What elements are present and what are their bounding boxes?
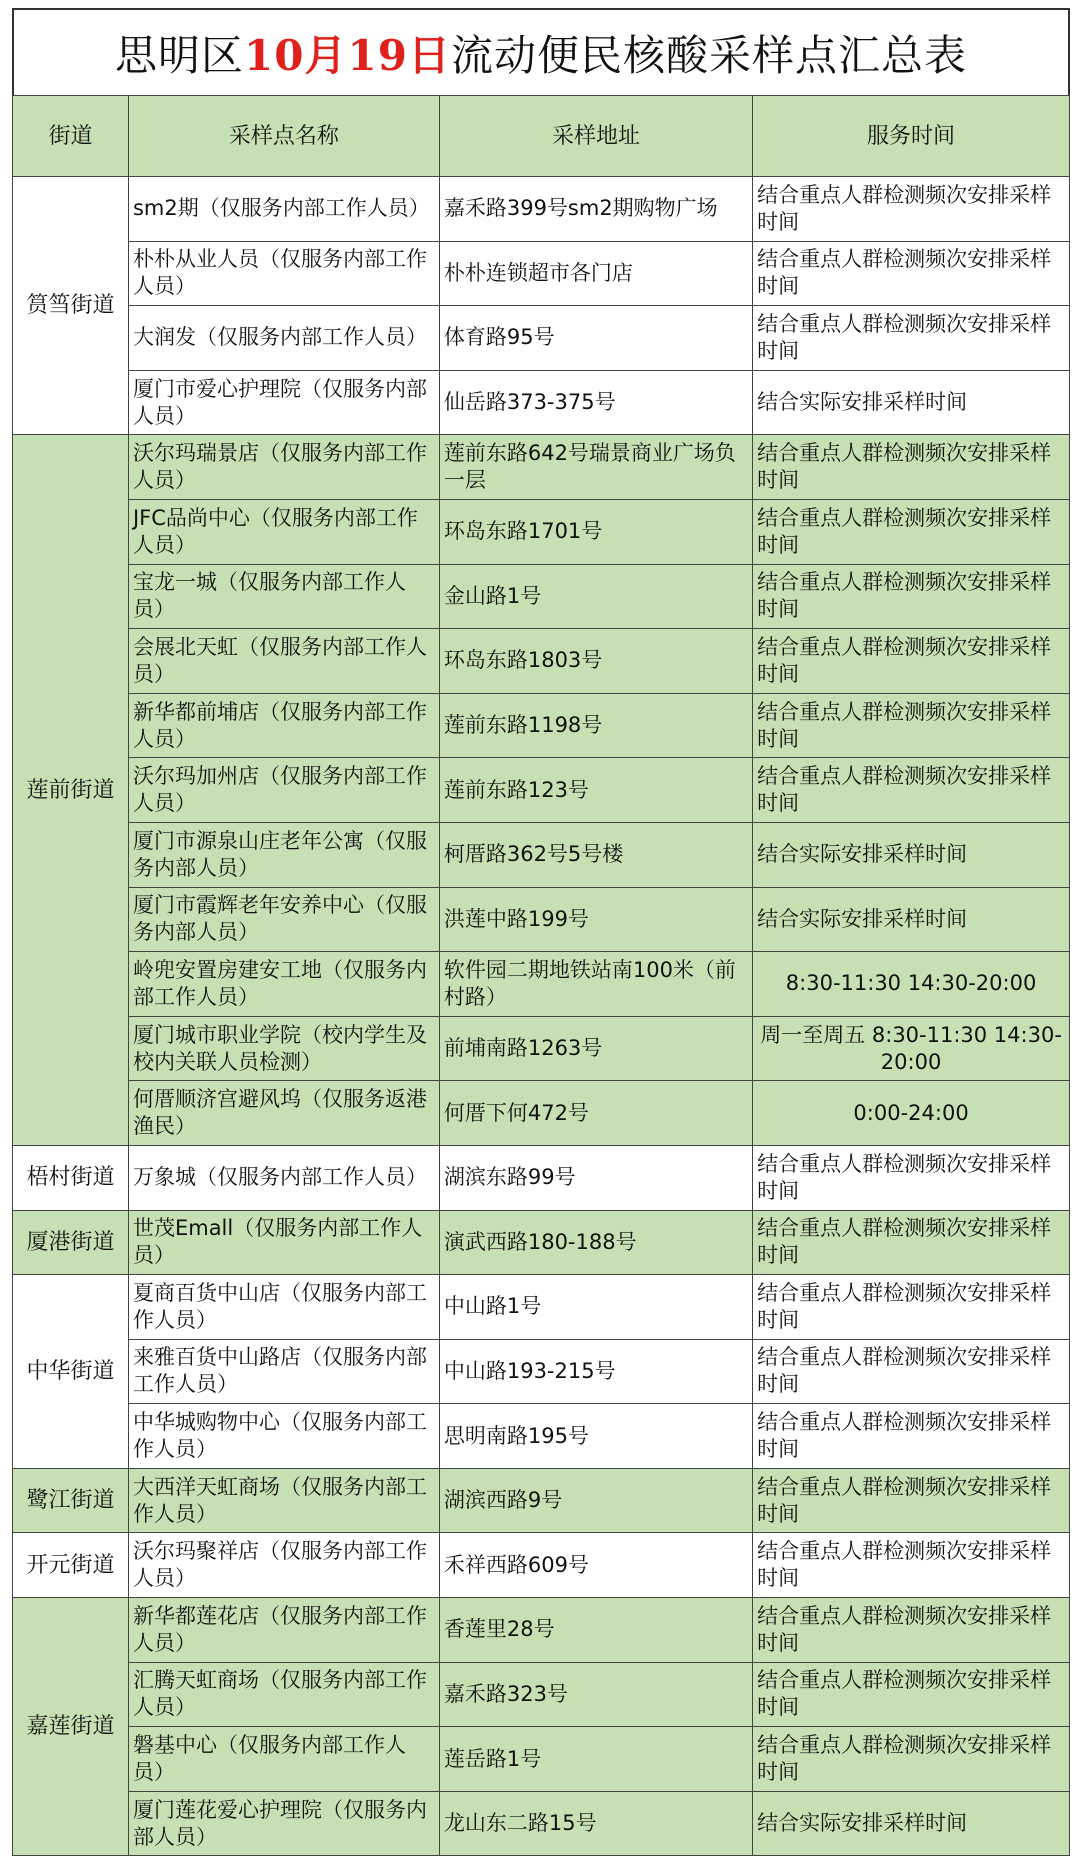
table-row [13, 1339, 1070, 1404]
table-row [13, 629, 1070, 694]
table-row [13, 1404, 1070, 1469]
table-row [13, 1533, 1070, 1598]
table-row [13, 1598, 1070, 1663]
site-name-cell: 沃尔玛加州店（仅服务内部工作人员） [128, 758, 439, 823]
address-cell: 湖滨东路99号 [439, 1145, 752, 1210]
table-row [13, 241, 1070, 306]
address-cell: 软件园二期地铁站南100米（前村路） [439, 952, 752, 1017]
table-row [13, 1210, 1070, 1275]
site-name-cell: 新华都前埔店（仅服务内部工作人员） [128, 693, 439, 758]
street-cell: 厦港街道 [13, 1210, 129, 1275]
table-row [13, 693, 1070, 758]
table-row [13, 177, 1070, 242]
table-row [13, 1081, 1070, 1146]
address-cell: 体育路95号 [439, 306, 752, 371]
address-cell: 龙山东二路15号 [439, 1791, 752, 1856]
table-body [13, 177, 1070, 1856]
site-name-cell: 来雅百货中山路店（仅服务内部工作人员） [128, 1339, 439, 1404]
address-cell: 莲岳路1号 [439, 1727, 752, 1792]
service-time-cell: 结合重点人群检测频次安排采样时间 [753, 306, 1070, 371]
site-name-cell: 厦门市霞辉老年安养中心（仅服务内部人员） [128, 887, 439, 952]
address-cell: 中山路193-215号 [439, 1339, 752, 1404]
site-name-cell: JFC品尚中心（仅服务内部工作人员） [128, 499, 439, 564]
service-time-cell: 结合实际安排采样时间 [753, 370, 1070, 435]
address-cell: 禾祥西路609号 [439, 1533, 752, 1598]
street-cell: 嘉莲街道 [13, 1598, 129, 1856]
service-time-cell: 结合重点人群检测频次安排采样时间 [753, 241, 1070, 306]
summary-sheet [12, 8, 1070, 1856]
address-cell: 中山路1号 [439, 1275, 752, 1340]
table-row [13, 306, 1070, 371]
table-row [13, 1275, 1070, 1340]
service-time-cell: 结合重点人群检测频次安排采样时间 [753, 629, 1070, 694]
service-time-cell: 结合重点人群检测频次安排采样时间 [753, 1533, 1070, 1598]
site-name-cell: 沃尔玛聚祥店（仅服务内部工作人员） [128, 1533, 439, 1598]
site-name-cell: 汇腾天虹商场（仅服务内部工作人员） [128, 1662, 439, 1727]
table-row [13, 1145, 1070, 1210]
address-cell: 莲前东路642号瑞景商业广场负一层 [439, 435, 752, 500]
site-name-cell: 大润发（仅服务内部工作人员） [128, 306, 439, 371]
address-cell: 湖滨西路9号 [439, 1468, 752, 1533]
header-service-time: 服务时间 [753, 96, 1070, 177]
street-cell: 开元街道 [13, 1533, 129, 1598]
header-address: 采样地址 [439, 96, 752, 177]
site-name-cell: 厦门市爱心护理院（仅服务内部人员） [128, 370, 439, 435]
site-name-cell: 沃尔玛瑞景店（仅服务内部工作人员） [128, 435, 439, 500]
service-time-cell: 结合实际安排采样时间 [753, 887, 1070, 952]
service-time-cell: 8:30-11:30 14:30-20:00 [753, 952, 1070, 1017]
street-cell: 莲前街道 [13, 435, 129, 1146]
title-prefix: 思明区 [115, 30, 245, 80]
service-time-cell: 结合实际安排采样时间 [753, 822, 1070, 887]
site-name-cell: 厦门城市职业学院（校内学生及校内关联人员检测） [128, 1016, 439, 1081]
table-row [13, 564, 1070, 629]
site-name-cell: 世茂Emall（仅服务内部工作人员） [128, 1210, 439, 1275]
site-name-cell: 厦门市源泉山庄老年公寓（仅服务内部人员） [128, 822, 439, 887]
address-cell: 莲前东路1198号 [439, 693, 752, 758]
service-time-cell: 结合重点人群检测频次安排采样时间 [753, 499, 1070, 564]
address-cell: 嘉禾路399号sm2期购物广场 [439, 177, 752, 242]
site-name-cell: 岭兜安置房建安工地（仅服务内部工作人员） [128, 952, 439, 1017]
address-cell: 前埔南路1263号 [439, 1016, 752, 1081]
table-row [13, 370, 1070, 435]
service-time-cell: 结合重点人群检测频次安排采样时间 [753, 1339, 1070, 1404]
service-time-cell: 结合重点人群检测频次安排采样时间 [753, 1404, 1070, 1469]
site-name-cell: 厦门莲花爱心护理院（仅服务内部人员） [128, 1791, 439, 1856]
address-cell: 环岛东路1803号 [439, 629, 752, 694]
site-name-cell: 大西洋天虹商场（仅服务内部工作人员） [128, 1468, 439, 1533]
table-row [13, 1662, 1070, 1727]
table-row [13, 435, 1070, 500]
address-cell: 柯厝路362号5号楼 [439, 822, 752, 887]
site-name-cell: 万象城（仅服务内部工作人员） [128, 1145, 439, 1210]
title-suffix: 流动便民核酸采样点汇总表 [450, 30, 967, 80]
address-cell: 何厝下何472号 [439, 1081, 752, 1146]
address-cell: 香莲里28号 [439, 1598, 752, 1663]
title-date: 10月19日 [244, 30, 451, 80]
street-cell: 中华街道 [13, 1275, 129, 1469]
service-time-cell: 结合实际安排采样时间 [753, 1791, 1070, 1856]
table-header-row [13, 96, 1070, 177]
table-row [13, 822, 1070, 887]
address-cell: 洪莲中路199号 [439, 887, 752, 952]
street-cell: 鹭江街道 [13, 1468, 129, 1533]
table-row [13, 758, 1070, 823]
address-cell: 仙岳路373-375号 [439, 370, 752, 435]
site-name-cell: 朴朴从业人员（仅服务内部工作人员） [128, 241, 439, 306]
header-street: 街道 [13, 96, 129, 177]
street-cell: 筼筜街道 [13, 177, 129, 435]
site-name-cell: 何厝顺济宫避风坞（仅服务返港渔民） [128, 1081, 439, 1146]
address-cell: 嘉禾路323号 [439, 1662, 752, 1727]
site-name-cell: 宝龙一城（仅服务内部工作人员） [128, 564, 439, 629]
site-name-cell: 会展北天虹（仅服务内部工作人员） [128, 629, 439, 694]
table-row [13, 1016, 1070, 1081]
service-time-cell: 结合重点人群检测频次安排采样时间 [753, 177, 1070, 242]
address-cell: 金山路1号 [439, 564, 752, 629]
address-cell: 思明南路195号 [439, 1404, 752, 1469]
service-time-cell: 结合重点人群检测频次安排采样时间 [753, 1598, 1070, 1663]
service-time-cell: 结合重点人群检测频次安排采样时间 [753, 1468, 1070, 1533]
service-time-cell: 结合重点人群检测频次安排采样时间 [753, 1275, 1070, 1340]
service-time-cell: 结合重点人群检测频次安排采样时间 [753, 1727, 1070, 1792]
site-name-cell: 磐基中心（仅服务内部工作人员） [128, 1727, 439, 1792]
site-name-cell: 夏商百货中山店（仅服务内部工作人员） [128, 1275, 439, 1340]
address-cell: 演武西路180-188号 [439, 1210, 752, 1275]
site-name-cell: 新华都莲花店（仅服务内部工作人员） [128, 1598, 439, 1663]
table-row [13, 499, 1070, 564]
table-row [13, 1727, 1070, 1792]
address-cell: 莲前东路123号 [439, 758, 752, 823]
sampling-sites-table [12, 95, 1070, 1856]
site-name-cell: 中华城购物中心（仅服务内部工作人员） [128, 1404, 439, 1469]
address-cell: 环岛东路1701号 [439, 499, 752, 564]
table-row [13, 952, 1070, 1017]
service-time-cell: 结合重点人群检测频次安排采样时间 [753, 435, 1070, 500]
service-time-cell: 周一至周五 8:30-11:30 14:30-20:00 [753, 1016, 1070, 1081]
page-title [12, 8, 1070, 95]
street-cell: 梧村街道 [13, 1145, 129, 1210]
table-row [13, 1468, 1070, 1533]
service-time-cell: 结合重点人群检测频次安排采样时间 [753, 693, 1070, 758]
site-name-cell: sm2期（仅服务内部工作人员） [128, 177, 439, 242]
header-site-name: 采样点名称 [128, 96, 439, 177]
service-time-cell: 结合重点人群检测频次安排采样时间 [753, 758, 1070, 823]
table-row [13, 887, 1070, 952]
service-time-cell: 0:00-24:00 [753, 1081, 1070, 1146]
service-time-cell: 结合重点人群检测频次安排采样时间 [753, 1662, 1070, 1727]
service-time-cell: 结合重点人群检测频次安排采样时间 [753, 564, 1070, 629]
table-row [13, 1791, 1070, 1856]
service-time-cell: 结合重点人群检测频次安排采样时间 [753, 1145, 1070, 1210]
address-cell: 朴朴连锁超市各门店 [439, 241, 752, 306]
service-time-cell: 结合重点人群检测频次安排采样时间 [753, 1210, 1070, 1275]
